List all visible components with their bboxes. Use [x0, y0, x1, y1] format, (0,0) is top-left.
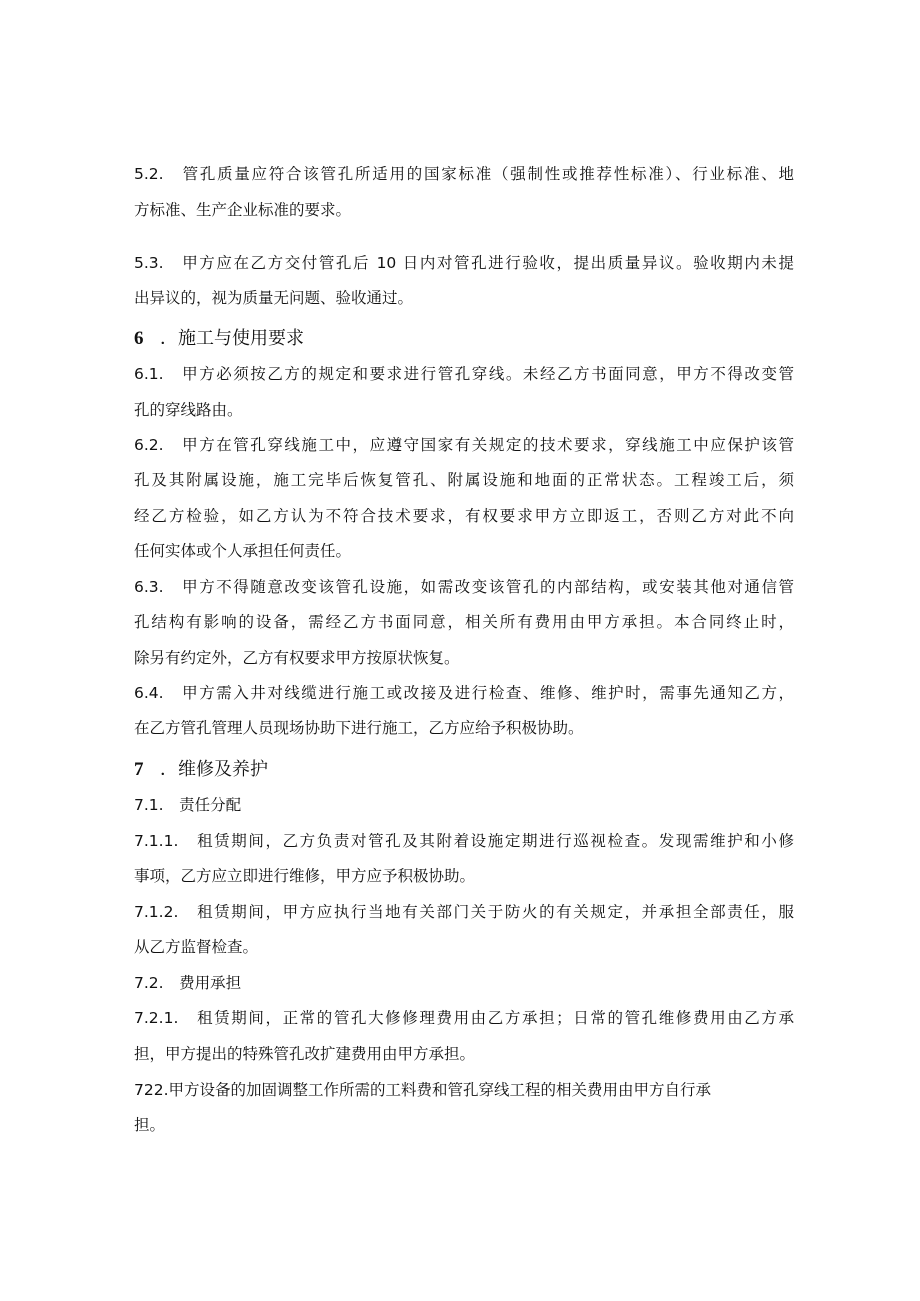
- paragraph-6-1-line-2: 孔的穿线路由。: [134, 401, 243, 419]
- paragraph-7-1-2-line-2: 从乙方监督检查。: [134, 938, 259, 956]
- paragraph-6-2-line-3: 经乙方检验，如乙方认为不符合技术要求，有权要求甲方立即返工，否则乙方对此不向: [134, 507, 794, 525]
- paragraph-6-1-line-1: 6.1. 甲方必须按乙方的规定和要求进行管孔穿线。未经乙方书面同意，甲方不得改变管: [134, 365, 794, 383]
- section-heading-7-text: ．维修及养护: [160, 759, 268, 780]
- section-heading-7-number: 7: [134, 759, 144, 780]
- paragraph-7-1: 7.1. 责任分配: [134, 796, 242, 814]
- section-heading-6-text: ．施工与使用要求: [160, 328, 304, 349]
- paragraph-6-2-line-4: 任何实体或个人承担任何责任。: [134, 542, 352, 560]
- paragraph-7-1-2-line-1: 7.1.2. 租赁期间，甲方应执行当地有关部门关于防火的有关规定，并承担全部责任，服: [134, 903, 794, 921]
- paragraph-6-3-line-3: 除另有约定外，乙方有权要求甲方按原状恢复。: [134, 649, 460, 667]
- paragraph-6-3-line-2: 孔结构有影响的设备，需经乙方书面同意，相关所有费用由甲方承担。本合同终止时，: [134, 613, 794, 631]
- paragraph-7-2: 7.2. 费用承担: [134, 974, 242, 992]
- paragraph-5-3-line-1: 5.3. 甲方应在乙方交付管孔后 10 日内对管孔进行验收，提出质量异议。验收期内未提: [134, 254, 794, 272]
- paragraph-7-1-1-line-1: 7.1.1. 租赁期间，乙方负责对管孔及其附着设施定期进行巡视检查。发现需维护和小修: [134, 832, 794, 850]
- paragraph-6-4-line-1: 6.4. 甲方需入井对线缆进行施工或改接及进行检查、维修、维护时，需事先通知乙方，: [134, 684, 794, 702]
- paragraph-7-2-1-line-2: 担，甲方提出的特殊管孔改扩建费用由甲方承担。: [134, 1045, 476, 1063]
- paragraph-7-2-2-line-1: 722.甲方设备的加固调整工作所需的工料费和管孔穿线工程的相关费用由甲方自行承: [134, 1081, 712, 1099]
- paragraph-6-2-line-2: 孔及其附属设施，施工完毕后恢复管孔、附属设施和地面的正常状态。工程竣工后，须: [134, 471, 794, 489]
- paragraph-7-2-1-line-1: 7.2.1. 租赁期间，正常的管孔大修修理费用由乙方承担；日常的管孔维修费用由乙方承: [134, 1009, 794, 1027]
- paragraph-7-1-1-line-2: 事项，乙方应立即进行维修，甲方应予积极协助。: [134, 867, 476, 885]
- paragraph-6-3-line-1: 6.3. 甲方不得随意改变该管孔设施，如需改变该管孔的内部结构，或安装其他对通信管: [134, 578, 794, 596]
- paragraph-6-4-line-2: 在乙方管孔管理人员现场协助下进行施工，乙方应给予积极协助。: [134, 719, 584, 737]
- section-heading-6: [134, 328, 304, 350]
- paragraph-7-2-2-line-2: 担。: [134, 1116, 166, 1134]
- section-heading-6-number: 6: [134, 328, 144, 349]
- section-heading-7: [134, 759, 268, 781]
- paragraph-5-2-line-2: 方标准、生产企业标准的要求。: [134, 201, 352, 219]
- paragraph-5-2-line-1: 5.2. 管孔质量应符合该管孔所适用的国家标准（强制性或推荐性标准）、行业标准、地: [134, 165, 794, 183]
- paragraph-5-3-line-2: 出异议的，视为质量无问题、验收通过。: [134, 289, 414, 307]
- paragraph-6-2-line-1: 6.2. 甲方在管孔穿线施工中，应遵守国家有关规定的技术要求，穿线施工中应保护该管: [134, 436, 794, 454]
